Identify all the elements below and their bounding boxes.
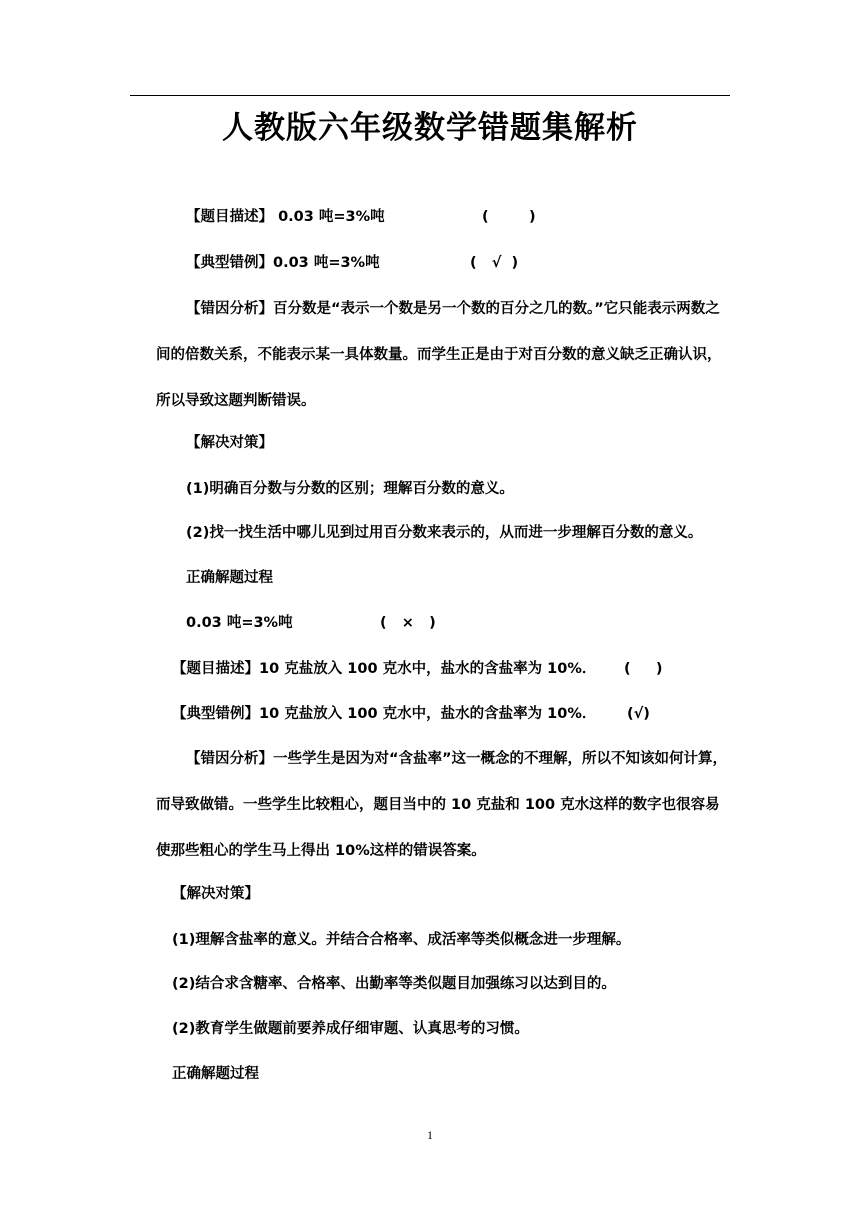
solution-item: (2)结合求含糖率、合格率、出勤率等类似题目加强练习以达到目的。	[172, 976, 616, 992]
error-analysis-1: 【错因分析】百分数是“表示一个数是另一个数的百分之几的数。”它只能表示两数之间的倍数关系，不能表示某一具体数量。而学生正是由于对百分数的意义缺乏正确认识，所以导致这题判断错误。	[156, 301, 722, 409]
header-rule	[130, 95, 730, 96]
solution-heading-2: 【解决对策】	[172, 886, 259, 902]
example-text: 0.03 吨=3%吨	[273, 255, 380, 271]
solution-heading-1: 【解决对策】	[186, 435, 273, 451]
answer-bracket: ( )	[482, 209, 536, 225]
answer-bracket: (√)	[627, 706, 650, 722]
desc-text: 0.03 吨=3%吨	[278, 209, 385, 225]
solution-item: (1)明确百分数与分数的区别；理解百分数的意义。	[186, 481, 514, 497]
problem-description-1	[186, 207, 385, 227]
process-heading-2: 正确解题过程	[172, 1066, 259, 1082]
error-analysis-2: 【错因分析】一些学生是因为对“含盐率”这一概念的不理解，所以不知该如何计算，而导致做错。一些学生比较粗心，题目当中的 10 克盐和 100 克水这样的数字也很容易使那些粗心的学生马上得出 10%这样的错误答案。	[156, 751, 728, 859]
typical-error-1	[186, 253, 380, 273]
solution-item: (1)理解含盐率的意义。并结合合格率、成活率等类似概念进一步理解。	[172, 932, 631, 948]
answer-bracket: ( √ )	[470, 255, 519, 271]
process-heading-1: 正确解题过程	[186, 570, 273, 586]
typical-error-2: 【典型错例】10 克盐放入 100 克水中，盐水的含盐率为 10%．	[172, 706, 597, 722]
example-label: 【典型错例】	[186, 255, 273, 271]
page-number: 1	[427, 1128, 433, 1142]
document-title: 人教版六年级数学错题集解析	[222, 110, 638, 146]
answer-bracket: ( × )	[380, 615, 436, 631]
process-text: 0.03 吨=3%吨	[186, 615, 293, 631]
problem-description-2: 【题目描述】10 克盐放入 100 克水中，盐水的含盐率为 10%．	[172, 661, 597, 677]
solution-item: (2)教育学生做题前要养成仔细审题、认真思考的习惯。	[172, 1021, 529, 1037]
solution-item: (2)找一找生活中哪儿见到过用百分数来表示的，从而进一步理解百分数的意义。	[186, 525, 703, 541]
desc-label: 【题目描述】	[186, 209, 273, 225]
answer-bracket: ( )	[624, 661, 663, 677]
